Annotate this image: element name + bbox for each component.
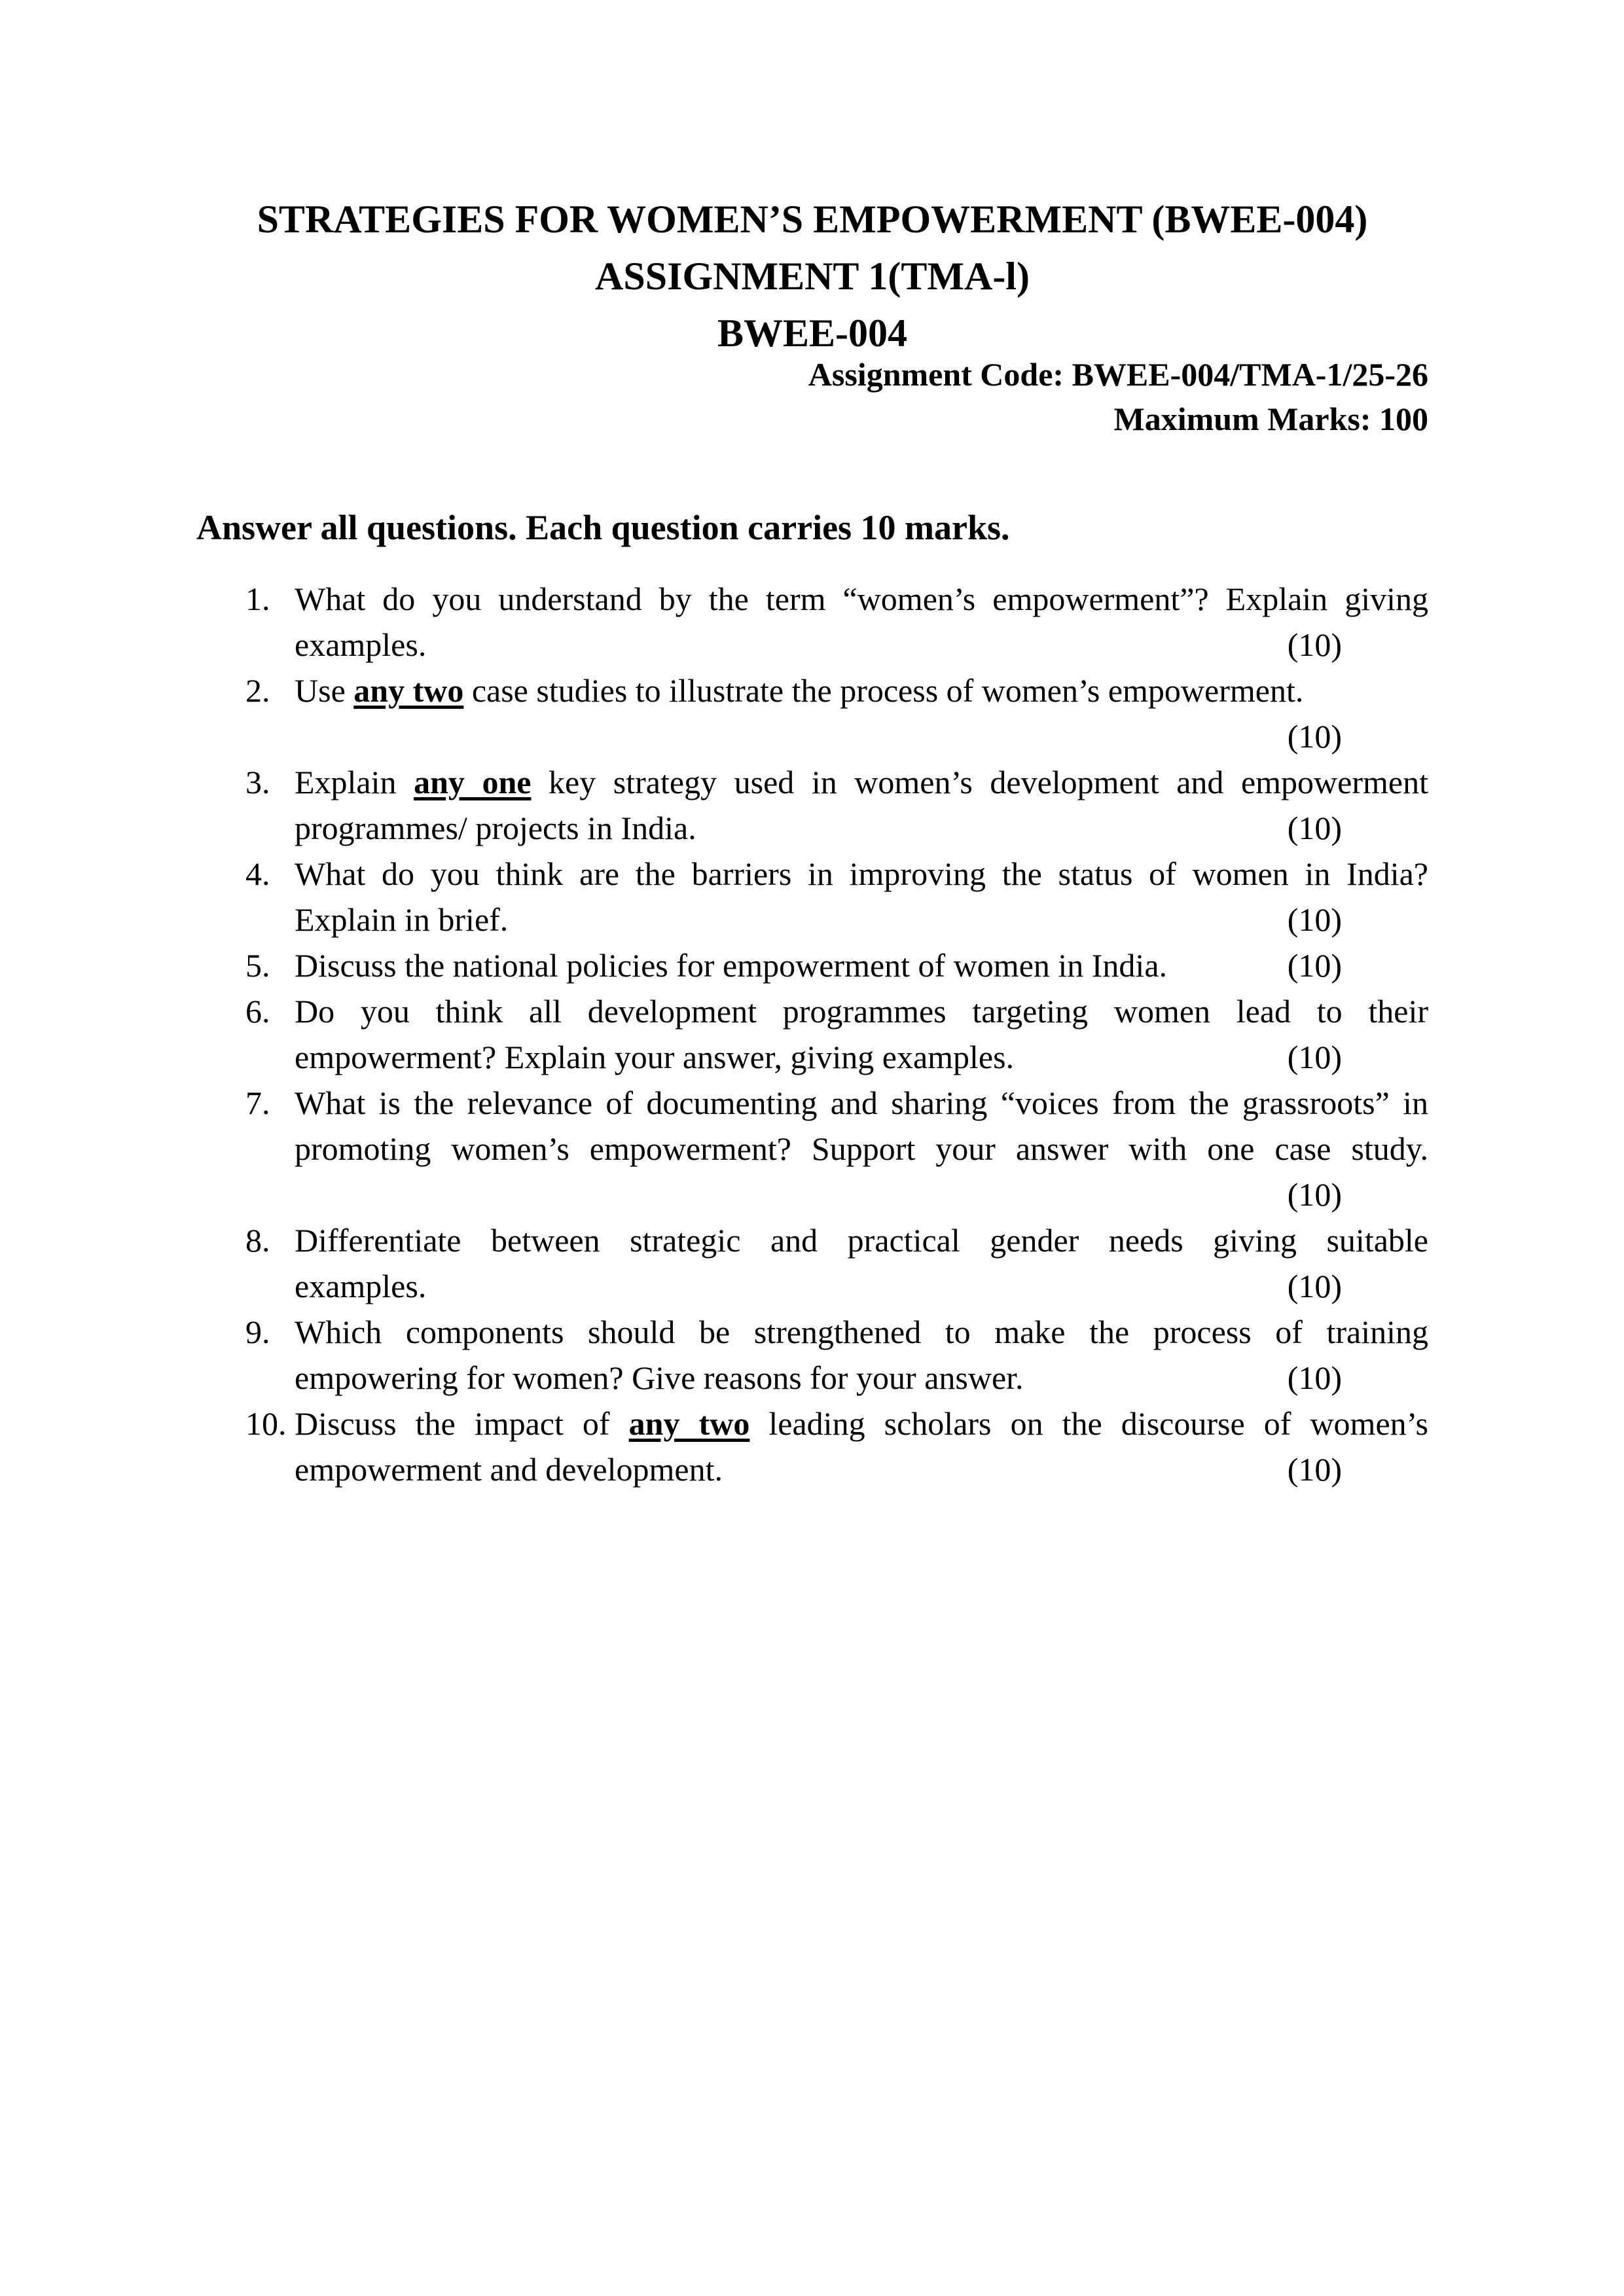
question-number: 10.: [245, 1405, 287, 1442]
question-line: [196, 668, 1428, 713]
emphasized-text: any two: [628, 1405, 750, 1442]
assignment-meta-block: [196, 352, 1428, 441]
marks-label: (10): [1287, 810, 1342, 846]
question-line: [196, 1217, 1428, 1263]
question-text: promoting women’s empowerment? Support your answer with one case study.: [295, 1130, 1428, 1167]
maximum-marks: Maximum Marks: 100: [1113, 401, 1428, 437]
document-title-line: ASSIGNMENT 1(TMA-l): [595, 255, 1030, 298]
instruction-heading: Answer all questions. Each question carries 10 marks.: [196, 508, 1010, 547]
question-text: examples.: [295, 626, 427, 663]
question-text: empowering for women? Give reasons for your answer.: [295, 1359, 1024, 1396]
question-number: 9.: [245, 1314, 270, 1350]
question-text: empowerment and development.: [295, 1451, 723, 1488]
marks-label: (10): [1287, 1039, 1342, 1075]
assignment-code: Assignment Code: BWEE-004/TMA-1/25-26: [808, 356, 1428, 393]
marks-label: (10): [1287, 718, 1342, 755]
question-line: [196, 759, 1428, 805]
question-line: [196, 1309, 1428, 1355]
question-item: [196, 759, 1428, 851]
document-title-line: STRATEGIES FOR WOMEN’S EMPOWERMENT (BWEE-004): [257, 198, 1368, 241]
question-line: [196, 1355, 1428, 1401]
document-title-line: BWEE-004: [717, 312, 908, 355]
question-line: [196, 942, 1428, 988]
question-number: 2.: [245, 672, 270, 709]
question-line: [196, 1401, 1428, 1446]
marks-label: (10): [1287, 1359, 1342, 1396]
question-line: [196, 851, 1428, 897]
question-line: [196, 1263, 1428, 1309]
question-number: 8.: [245, 1222, 270, 1259]
question-text: What is the relevance of documenting and sharing “voices from the grassroots” in: [295, 1085, 1428, 1121]
question-item: [196, 942, 1428, 988]
marks-label: (10): [1287, 1176, 1342, 1213]
question-text: Do you think all development programmes targeting women lead to their: [295, 993, 1428, 1030]
question-line: [196, 1446, 1428, 1492]
question-text: Use: [295, 672, 354, 709]
question-line: [196, 713, 1428, 759]
question-number: 6.: [245, 993, 270, 1030]
question-line: [196, 1080, 1428, 1126]
question-text: case studies to illustrate the process of women’s empowerment.: [463, 672, 1304, 709]
question-line: [196, 988, 1428, 1034]
question-item: [196, 1217, 1428, 1309]
marks-label: (10): [1287, 1268, 1342, 1304]
question-text: Discuss the impact of: [295, 1405, 629, 1442]
document-title-block: [196, 191, 1428, 362]
question-number: 5.: [245, 947, 270, 984]
question-number: 4.: [245, 855, 270, 892]
question-item: [196, 851, 1428, 942]
question-line: [196, 576, 1428, 622]
marks-label: (10): [1287, 626, 1342, 663]
question-line: [196, 805, 1428, 851]
question-text: key strategy used in women’s development and empowerment: [531, 764, 1428, 800]
question-text: Which components should be strengthened to make the process of training: [295, 1314, 1428, 1350]
question-text: What do you think are the barriers in improving the status of women in India?: [295, 855, 1428, 892]
question-line: [196, 1126, 1428, 1172]
question-text: Discuss the national policies for empowerment of women in India.: [295, 947, 1168, 984]
question-item: [196, 1401, 1428, 1492]
question-text: What do you understand by the term “women’s empowerment”? Explain giving: [295, 581, 1428, 617]
questions-list: [196, 576, 1428, 1492]
question-item: [196, 988, 1428, 1080]
question-item: [196, 1309, 1428, 1401]
question-text: Differentiate between strategic and practical gender needs giving suitable: [295, 1222, 1428, 1259]
question-number: 7.: [245, 1085, 270, 1121]
question-item: [196, 576, 1428, 668]
emphasized-text: any one: [414, 764, 532, 800]
question-text: examples.: [295, 1268, 427, 1304]
emphasized-text: any two: [353, 672, 464, 709]
question-line: [196, 897, 1428, 942]
question-item: [196, 668, 1428, 759]
question-number: 3.: [245, 764, 270, 800]
question-text: empowerment? Explain your answer, giving examples.: [295, 1039, 1015, 1075]
question-line: [196, 1034, 1428, 1080]
question-line: [196, 1172, 1428, 1217]
question-item: [196, 1080, 1428, 1217]
question-text: programmes/ projects in India.: [295, 810, 696, 846]
question-text: Explain in brief.: [295, 901, 509, 938]
marks-label: (10): [1287, 901, 1342, 938]
question-number: 1.: [245, 581, 270, 617]
question-line: [196, 622, 1428, 668]
marks-label: (10): [1287, 947, 1342, 984]
question-text: leading scholars on the discourse of women’s: [749, 1405, 1428, 1442]
marks-label: (10): [1287, 1451, 1342, 1488]
question-text: Explain: [295, 764, 414, 800]
